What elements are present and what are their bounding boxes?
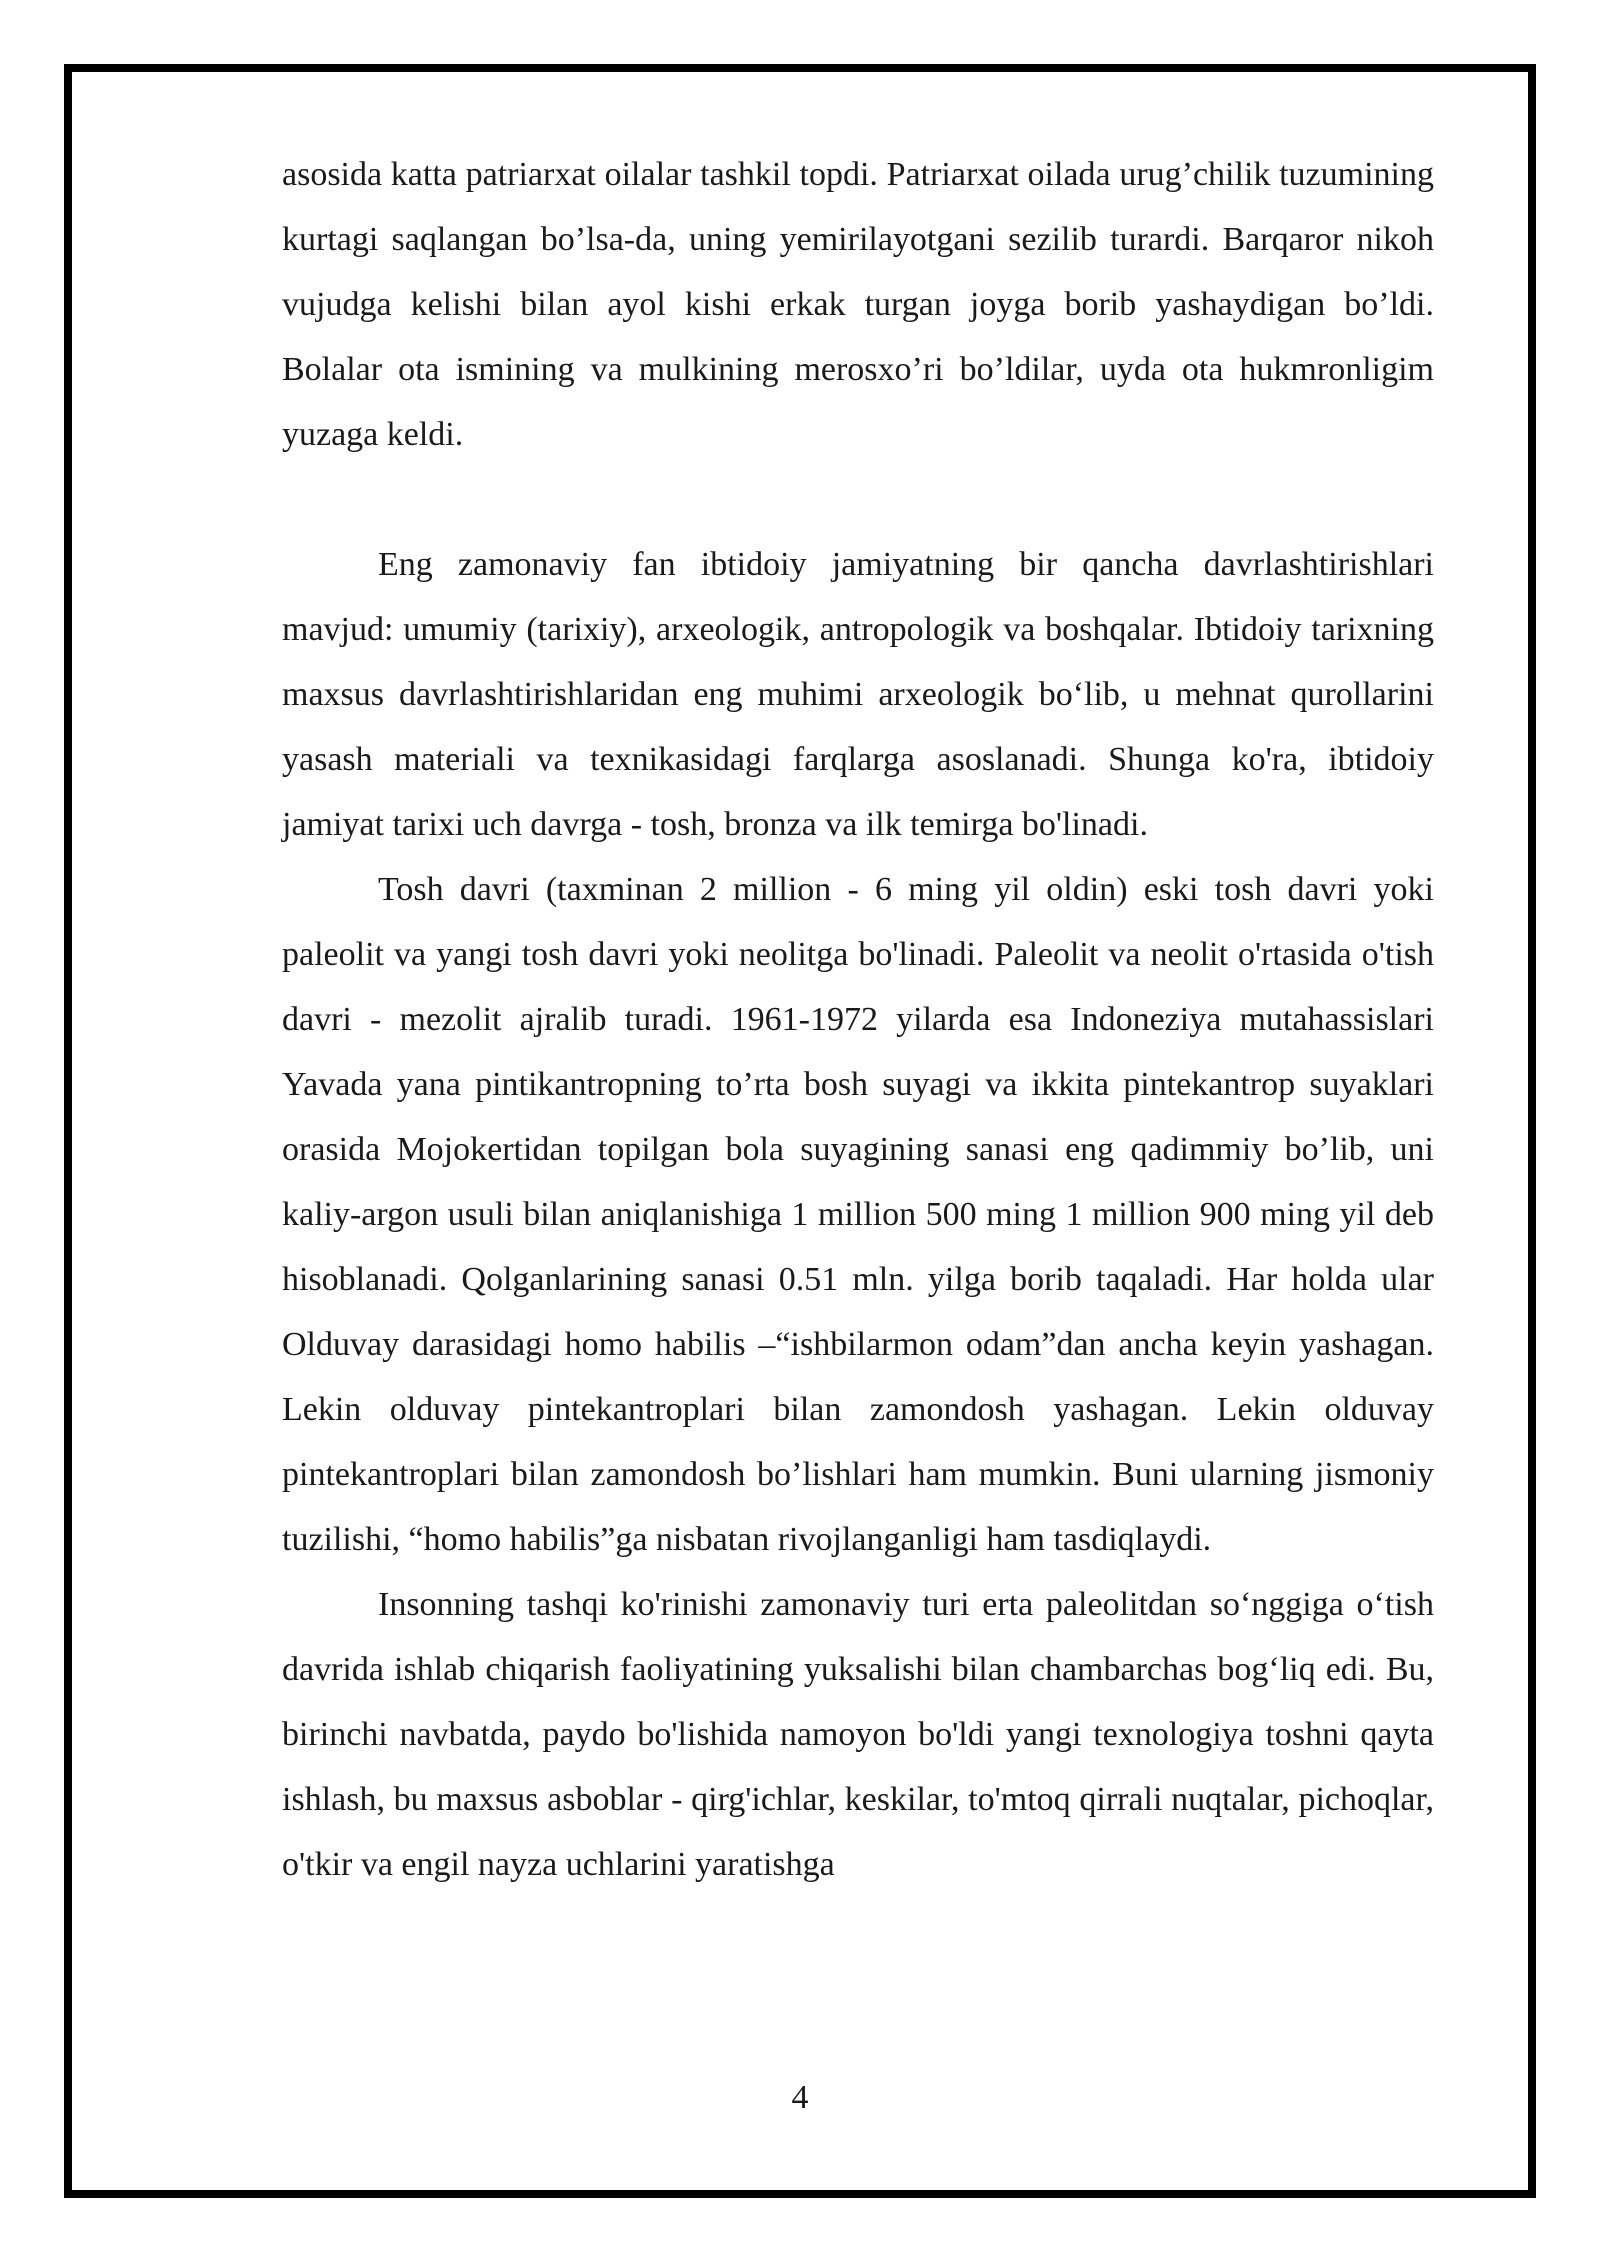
paragraph-periodization: Eng zamonaviy fan ibtidoiy jamiyatning bir qancha davrlashtirishlari mavjud: umumiy (tarixiy), arxeologik, antropologik va boshqalar. Ibtidoiy tarixning maxsus davrlashtirishlaridan eng muhimi arxeologik bo‘lib, u mehnat qurollarini yasash materiali va texnikasidagi farqlarga asoslanadi. Shunga ko'ra, ibtidoiy jamiyat tarixi uch davrga - tosh, bronza va ilk temirga bo'linadi. (282, 546, 1434, 843)
paragraph-modern-human: Insonning tashqi ko'rinishi zamonaviy turi erta paleolitdan so‘nggiga o‘tish davrida ishlab chiqarish faoliyatining yuksalishi bilan chambarchas bog‘liq edi. Bu, birinchi navbatda, paydo bo'lishida namoyon bo'ldi yangi texnologiya toshni qayta ishlash, bu maxsus asboblar - qirg'ichlar, keskilar, to'mtoq qirrali nuqtalar, pichoqlar, o'tkir va engil nayza uchlarini yaratishga (282, 1586, 1434, 1883)
page-number: 4 (791, 2079, 809, 2116)
document-body (282, 142, 1434, 1897)
paragraph-stone-age: Tosh davri (taxminan 2 million - 6 ming yil oldin) eski tosh davri yoki paleolit va yangi tosh davri yoki neolitga bo'linadi. Paleolit va neolit o'rtasida o'tish davri - mezolit ajralib turadi. 1961-1972 yilarda esa Indoneziya mutahassislari Yavada yana pintikantropning to’rta bosh suyagi va ikkita pintekantrop suyaklari orasida Mojokertidan topilgan bola suyagining sanasi eng qadimmiy bo’lib, uni kaliy-argon usuli bilan aniqlanishiga 1 million 500 ming 1 million 900 ming yil deb hisoblanadi. Qolganlarining sanasi 0.51 mln. yilga borib taqaladi. Har holda ular Olduvay darasidagi homo habilis –“ishbilarmon odam”dan ancha keyin yashagan. Lekin olduvay pintekantroplari bilan zamondosh yashagan. Lekin olduvay pintekantroplari bilan zamondosh bo’lishlari ham mumkin. Buni ularning jismoniy tuzilishi, “homo habilis”ga nisbatan rivojlanganligi ham tasdiqlaydi. (282, 871, 1434, 1558)
paragraph-patriarchal-families: asosida katta patriarxat oilalar tashkil topdi. Patriarxat oilada urug’chilik tuzumining kurtagi saqlangan bo’lsa-da, uning yemirilayotgani sezilib turardi. Barqaror nikoh vujudga kelishi bilan ayol kishi erkak turgan joyga borib yashaydigan bo’ldi. Bolalar ota ismining va mulkining merosxo’ri bo’ldilar, uyda ota hukmronligim yuzaga keldi. (282, 156, 1434, 453)
